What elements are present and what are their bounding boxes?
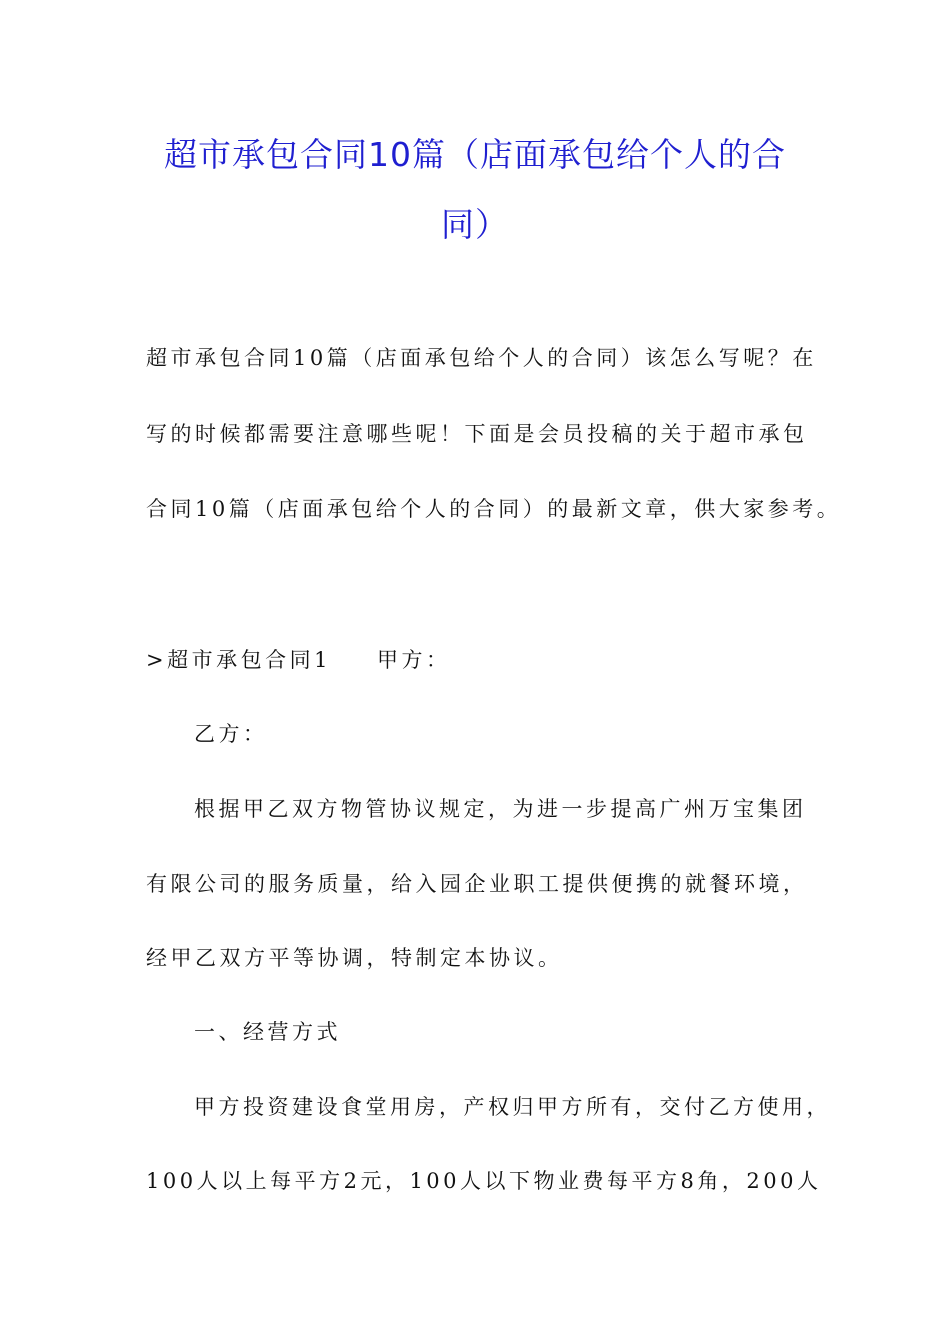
para1-line-1: 根据甲乙双方物管协议规定，为进一步提高广州万宝集团 <box>194 797 807 821</box>
intro-line-3: 合同10篇（店面承包给个人的合同）的最新文章，供大家参考。 <box>146 497 842 521</box>
intro-line-1: 超市承包合同10篇（店面承包给个人的合同）该怎么写呢？在 <box>146 346 817 370</box>
intro-line-2: 写的时候都需要注意哪些呢！下面是会员投稿的关于超市承包 <box>146 422 808 446</box>
para2-line-1: 甲方投资建设食堂用房，产权归甲方所有，交付乙方使用， <box>194 1095 831 1119</box>
document-title-line-2: 同） <box>441 205 509 244</box>
party-a-label: 甲方： <box>376 648 451 672</box>
party-b-label: 乙方： <box>194 722 268 746</box>
contract-heading-line <box>146 650 826 671</box>
document-title-line-1: 超市承包合同10篇（店面承包给个人的合 <box>164 135 786 174</box>
section-1-heading: 一、经营方式 <box>194 1020 341 1044</box>
para2-line-2: 100人以上每平方2元，100人以下物业费每平方8角，200人 <box>146 1169 822 1193</box>
para1-line-2: 有限公司的服务质量，给入园企业职工提供便携的就餐环境， <box>146 872 808 896</box>
contract-heading: >超市承包合同1 <box>146 648 331 672</box>
para1-line-3: 经甲乙双方平等协调，特制定本协议。 <box>146 946 563 970</box>
